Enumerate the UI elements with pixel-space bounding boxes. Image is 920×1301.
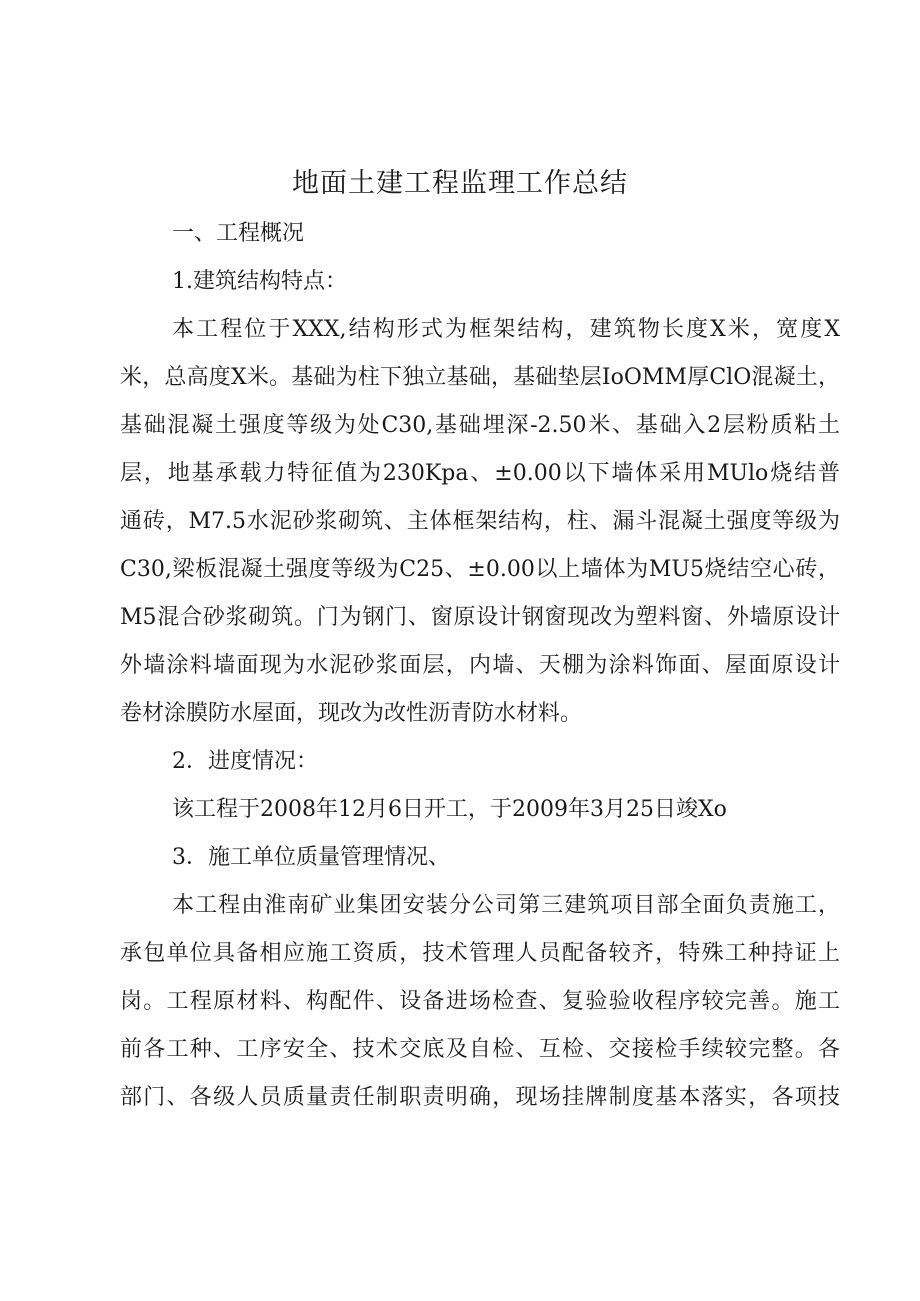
paragraph-line: 本工程由淮南矿业集团安装分公司第三建筑项目部全面负责施工， (172, 893, 840, 918)
item-heading-quality-management: 3．施工单位质量管理情况、 (172, 845, 450, 870)
paragraph-line: 卷材涂膜防水屋面，现改为改性沥青防水材料。 (120, 701, 583, 726)
paragraph-line: 层，地基承载力特征值为230Kpa、±0.00以下墙体采用MUlo烧结普 (120, 461, 840, 486)
paragraph-line: 前各工种、工序安全、技术交底及自检、互检、交接检手续较完整。各 (120, 1037, 840, 1062)
paragraph-line: 米，总高度X米。基础为柱下独立基础，基础垫层IoOMM厚ClO混凝土， (120, 365, 841, 390)
paragraph-line: 部门、各级人员质量责任制职责明确，现场挂牌制度基本落实，各项技 (120, 1085, 840, 1110)
item-heading-structure: 1.建筑结构特点： (172, 269, 347, 294)
paragraph-line: M5混合砂浆砌筑。门为钢门、窗原设计钢窗现改为塑料窗、外墙原设计 (120, 605, 840, 630)
paragraph-line: 本工程位于XXX,结构形式为框架结构，建筑物长度X米，宽度X (172, 317, 840, 342)
section-heading-project-overview: 一、工程概况 (172, 221, 305, 246)
paragraph-line: 基础混凝土强度等级为处C30,基础埋深-2.50米、基础入2层粉质粘土 (120, 413, 840, 438)
item-heading-progress: 2．进度情况： (172, 749, 318, 774)
paragraph-line: 外墙涂料墙面现为水泥砂浆面层，内墙、天棚为涂料饰面、屋面原设计 (120, 653, 840, 678)
paragraph-line: 通砖，M7.5水泥砂浆砌筑、主体框架结构，柱、漏斗混凝土强度等级为 (120, 509, 840, 534)
paragraph-line: 承包单位具备相应施工资质，技术管理人员配备较齐，特殊工种持证上 (120, 941, 840, 966)
paragraph-line: C30,梁板混凝土强度等级为C25、±0.00以上墙体为MU5烧结空心砖， (120, 557, 840, 582)
paragraph-line: 岗。工程原材料、构配件、设备进场检查、复验验收程序较完善。施工 (120, 989, 840, 1014)
document-title: 地面土建工程监理工作总结 (292, 168, 628, 199)
paragraph-line: 该工程于2008年12月6日开工，于2009年3月25日竣Xo (172, 797, 727, 822)
